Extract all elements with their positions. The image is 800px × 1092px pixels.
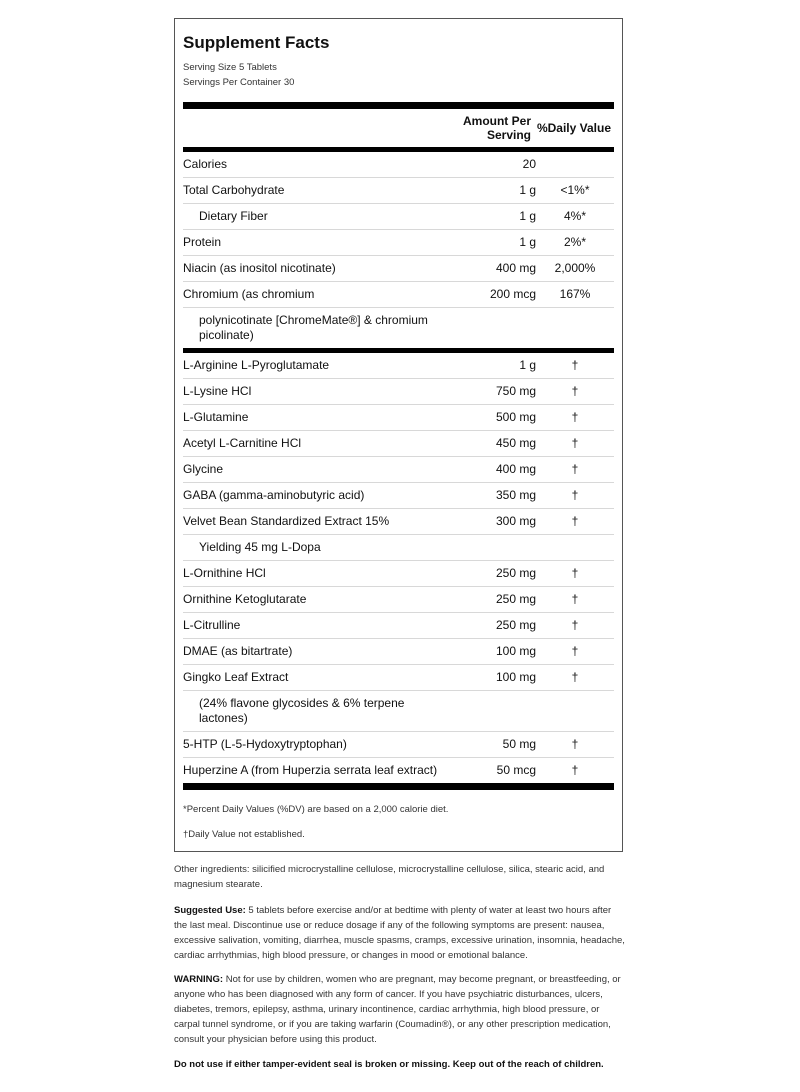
warning-text: Not for use by children, women who are pregnant, may become pregnant, or breastfeeding, or anyone who has been diagnosed with any form of cancer. If you have psychiatric disturbances, ulcers, diabetes, tremors, epilepsy, asthma, urinary incontinence, cardiac arrhythmia, high blood pressure, or carpal tunnel syndrome, or if you are taking warfarin (Coumadin®), or any other prescription medication, consult your physician before using this product.: [174, 974, 621, 1045]
nutrient-row: [183, 230, 614, 256]
row-name: polynicotinate [ChromeMate®] & chromium picolinate): [199, 313, 428, 342]
row-name: Dietary Fiber: [199, 209, 268, 223]
warning-label: WARNING:: [174, 974, 224, 985]
panel-title: Supplement Facts: [183, 33, 330, 52]
row-daily-value: 2%*: [563, 235, 586, 249]
row-name: Velvet Bean Standardized Extract 15%: [183, 514, 390, 528]
column-header-row: [183, 109, 614, 147]
row-daily-value: 167%: [559, 287, 591, 301]
row-amount: 100 mg: [495, 644, 536, 658]
ingredient-row: [183, 431, 614, 457]
header-amount-per-serving: Amount Per Serving: [462, 114, 531, 142]
suggested-use: [174, 903, 626, 963]
suggested-use-text: 5 tablets before exercise and/or at bedtime with plenty of water at least two hours after the last meal. Discontinue use or reduce dosage if any of the following symptoms are present: nausea, excessive salivation, vomiting, diarrhea, muscle spasms, cramps, excessive urination, insomnia, headache, cardiac arrhythmias, high blood pressure, or changes in mood or emotional balance.: [174, 905, 625, 961]
ingredient-row: [183, 587, 614, 613]
ingredient-row: [183, 732, 614, 758]
row-amount: 450 mg: [495, 436, 536, 450]
row-amount: 250 mg: [495, 618, 536, 632]
row-daily-value: †: [571, 488, 579, 502]
row-name: L-Glutamine: [183, 410, 249, 424]
ingredient-row: [183, 613, 614, 639]
serving-size: Serving Size 5 Tablets: [183, 62, 277, 73]
row-name: Chromium (as chromium: [183, 287, 315, 301]
ingredient-row: [183, 483, 614, 509]
row-daily-value: †: [571, 436, 579, 450]
divider-thick: [183, 783, 614, 790]
row-daily-value: [536, 540, 614, 555]
nutrient-row: [183, 178, 614, 204]
row-name: L-Arginine L-Pyroglutamate: [183, 358, 330, 372]
row-amount: 1 g: [519, 183, 536, 197]
row-name: DMAE (as bitartrate): [183, 644, 293, 658]
ingredient-row: [183, 457, 614, 483]
footnote-daily-values: *Percent Daily Values (%DV) are based on a 2,000 calorie diet.: [183, 804, 449, 815]
row-name: GABA (gamma-aminobutyric acid): [183, 488, 365, 502]
row-daily-value: †: [571, 384, 579, 398]
nutrient-row: [183, 204, 614, 230]
row-amount: 300 mg: [495, 514, 536, 528]
row-daily-value: †: [571, 514, 579, 528]
ingredient-row: [183, 379, 614, 405]
row-daily-value: †: [571, 763, 579, 777]
row-name: L-Citrulline: [183, 618, 241, 632]
row-amount: 350 mg: [495, 488, 536, 502]
row-amount: [452, 313, 536, 343]
row-amount: 400 mg: [495, 462, 536, 476]
row-daily-value: †: [571, 410, 579, 424]
row-amount: 1 g: [519, 235, 536, 249]
ingredient-row: [183, 535, 614, 561]
row-amount: 20: [522, 157, 536, 171]
row-name: Ornithine Ketoglutarate: [183, 592, 307, 606]
divider-thick: [183, 102, 614, 109]
nutrient-row: [183, 308, 614, 348]
nutrient-list: [183, 152, 614, 348]
row-amount: 750 mg: [495, 384, 536, 398]
row-name: 5-HTP (L-5-Hydoxytryptophan): [183, 737, 347, 751]
row-amount: 100 mg: [495, 670, 536, 684]
row-daily-value: 4%*: [563, 209, 586, 223]
ingredient-row: [183, 353, 614, 379]
nutrient-row: [183, 152, 614, 178]
other-ingredients: Other ingredients: silicified microcrystalline cellulose, microcrystalline cellulose, silica, stearic acid, and magnesium stearate.: [174, 864, 605, 890]
ingredient-row: [183, 758, 614, 783]
ingredient-row: [183, 665, 614, 691]
row-amount: 200 mcg: [489, 287, 536, 301]
row-name: (24% flavone glycosides & 6% terpene lactones): [199, 696, 405, 725]
row-daily-value: †: [571, 737, 579, 751]
header-daily-value: %Daily Value: [536, 121, 611, 135]
row-daily-value: †: [571, 618, 579, 632]
footnote-dagger: †Daily Value not established.: [183, 829, 305, 840]
row-daily-value: <1%*: [560, 183, 590, 197]
row-amount: 1 g: [519, 358, 536, 372]
row-name: Niacin (as inositol nicotinate): [183, 261, 336, 275]
row-daily-value: †: [571, 358, 579, 372]
row-name: Huperzine A (from Huperzia serrata leaf extract): [183, 763, 438, 777]
row-name: Glycine: [183, 462, 224, 476]
row-amount: [452, 696, 536, 726]
ingredient-row: [183, 639, 614, 665]
row-daily-value: [536, 313, 614, 343]
row-name: Gingko Leaf Extract: [183, 670, 289, 684]
row-daily-value: †: [571, 592, 579, 606]
warning: [174, 972, 626, 1047]
row-amount: [452, 540, 536, 555]
nutrient-row: [183, 256, 614, 282]
row-name: Total Carbohydrate: [183, 183, 285, 197]
row-name: Acetyl L-Carnitine HCl: [183, 436, 302, 450]
row-amount: 250 mg: [495, 592, 536, 606]
ingredient-row: [183, 691, 614, 732]
row-daily-value: [536, 696, 614, 726]
row-daily-value: †: [571, 644, 579, 658]
servings-per-container: Servings Per Container 30: [183, 77, 295, 88]
nutrient-row: [183, 282, 614, 308]
suggested-use-label: Suggested Use:: [174, 905, 246, 916]
ingredient-row: [183, 509, 614, 535]
row-name: L-Ornithine HCl: [183, 566, 266, 580]
row-daily-value: †: [571, 566, 579, 580]
row-name: Protein: [183, 235, 222, 249]
row-amount: 1 g: [519, 209, 536, 223]
row-amount: 250 mg: [495, 566, 536, 580]
row-daily-value: †: [571, 670, 579, 684]
ingredient-list: [183, 353, 614, 783]
row-daily-value: [536, 157, 614, 172]
row-name: Yielding 45 mg L-Dopa: [199, 540, 321, 554]
supplement-facts-panel: [174, 18, 623, 852]
row-name: L-Lysine HCl: [183, 384, 252, 398]
row-name: Calories: [183, 157, 228, 171]
ingredient-row: [183, 405, 614, 431]
ingredient-row: [183, 561, 614, 587]
row-daily-value: †: [571, 462, 579, 476]
row-amount: 50 mcg: [496, 763, 536, 777]
row-amount: 50 mg: [502, 737, 536, 751]
row-amount: 400 mg: [495, 261, 536, 275]
tamper-notice: Do not use if either tamper-evident seal is broken or missing. Keep out of the reach of children.: [174, 1059, 604, 1070]
row-amount: 500 mg: [495, 410, 536, 424]
row-daily-value: 2,000%: [554, 261, 596, 275]
